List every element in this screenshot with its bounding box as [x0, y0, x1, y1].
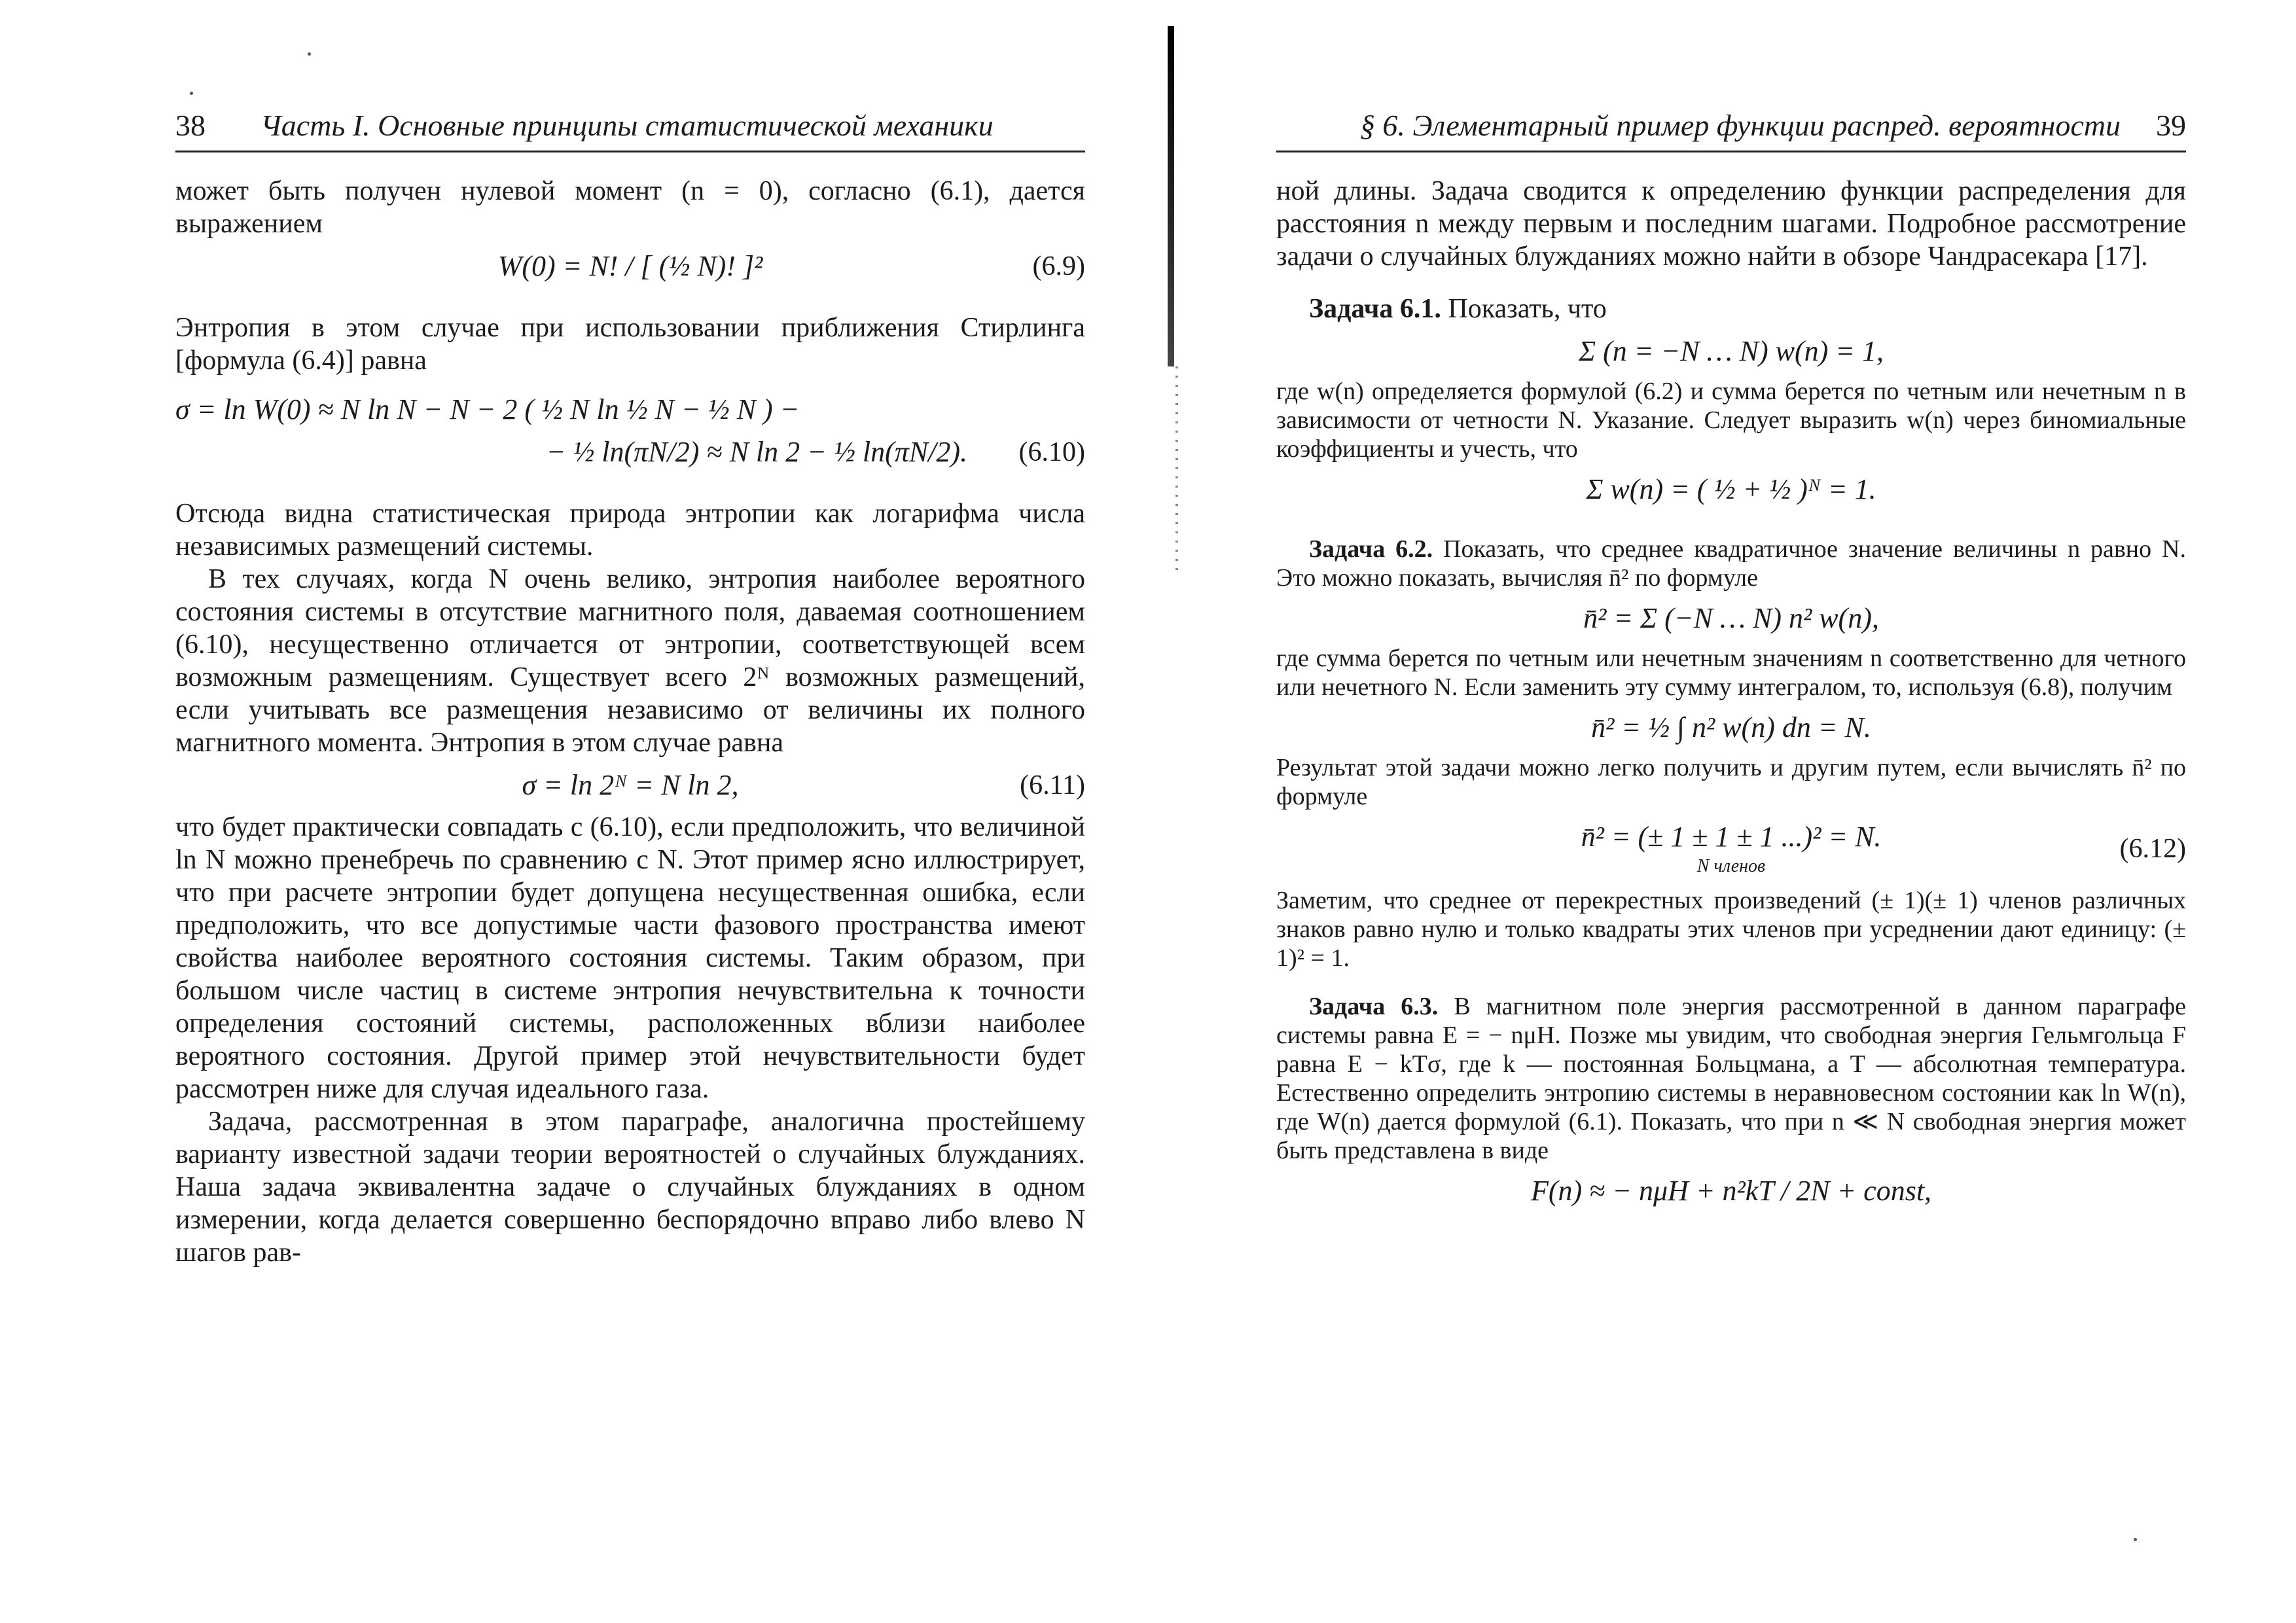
equation-mean-2-expr: n̄² = ½ ∫ n² w(n) dn = N.: [1591, 711, 1871, 743]
left-running-head: Часть I. Основные принципы статистической механики: [260, 109, 994, 142]
left-header: [175, 98, 1085, 152]
speck: [2134, 1538, 2137, 1541]
right-paragraph-2: где w(n) определяется формулой (6.2) и сумма берется по четным или нечетным n в зависимости от четности N. Указание. Следует выразить w(n) через биномиальные коэффициенты и учесть, что: [1276, 378, 2186, 463]
equation-6-9: [175, 249, 1085, 283]
equation-sum-2-expr: Σ w(n) = ( ½ + ½ )ᴺ = 1.: [1586, 473, 1876, 505]
left-paragraph-1: может быть получен нулевой момент (n = 0), согласно (6.1), дается выражением: [175, 176, 1085, 239]
equation-6-10-line2-expr: − ½ ln(πN/2) ≈ N ln 2 − ½ ln(πN/2).: [546, 436, 967, 468]
left-paragraph-2: Энтропия в этом случае при использовании приближения Стирлинга [формула (6.4)] равна: [175, 313, 1085, 376]
equation-mean-1: [1276, 601, 2186, 635]
task-6-2-text: Показать, что среднее квадратичное значение величины n равно N. Это можно показать, вычисляя n̄² по формуле: [1276, 535, 2186, 592]
task-6-1: [1276, 293, 2186, 325]
equation-mean-1-expr: n̄² = Σ (−N … N) n² w(n),: [1583, 602, 1879, 634]
equation-6-10-label: (6.10): [1018, 437, 1085, 467]
equation-6-9-expr: W(0) = N! / [ (½ N)! ]²: [497, 250, 763, 282]
equation-6-12: [1276, 820, 2186, 877]
task-6-2-title: Задача 6.2.: [1309, 535, 1433, 563]
equation-6-11-label: (6.11): [1020, 770, 1085, 800]
binding-dots: [1175, 366, 1178, 576]
task-6-1-text: Показать, что: [1448, 294, 1607, 324]
left-page-number: 38: [175, 109, 206, 142]
task-6-3: [1276, 992, 2186, 1165]
equation-6-10-line1: [175, 393, 1085, 426]
task-6-1-title: Задача 6.1.: [1309, 294, 1441, 324]
binding-shadow: [1168, 26, 1174, 366]
left-paragraph-6: Задача, рассмотренная в этом параграфе, аналогична простейшему варианту известной задачи теории вероятностей о случайных блужданиях. Наша задача эквивалентна задаче о случайных блужданиях в одном измерении, когда делается совершенно беспорядочно вправо либо влево N шагов рав-: [175, 1107, 1085, 1268]
equation-sum-2: [1276, 473, 2186, 506]
equation-sum-1: [1276, 334, 2186, 368]
task-6-2: [1276, 535, 2186, 592]
left-page: [175, 98, 1085, 1269]
right-running-head: § 6. Элементарный пример функции распред. вероятности: [1359, 109, 2121, 142]
equation-free-energy-expr: F(n) ≈ − nμH + n²kT / 2N + const,: [1530, 1175, 1932, 1207]
right-paragraph-4: Результат этой задачи можно легко получить и другим путем, если вычислять n̄² по формуле: [1276, 754, 2186, 810]
equation-6-10-line2: [175, 435, 1085, 469]
equation-6-12-underbrace: N членов: [1696, 856, 1766, 876]
left-paragraph-5: что будет практически совпадать с (6.10), если предположить, что величиной ln N можно пренебречь по сравнению с N. Этот пример ясно иллюстрирует, что при расчете энтропии будет допущена несущественная ошибка, если предположить, что все допустимые части фазового пространства имеют свойства наиболее вероятного состояния системы. Таким образом, при большом числе частиц в системе энтропия нечувствительна к точности определения состояний системы, расположенных вблизи наиболее вероятного состояния. Другой пример этой нечувствительности будет рассмотрен ниже для случая идеального газа.: [175, 812, 1085, 1104]
equation-6-9-label: (6.9): [1032, 251, 1085, 281]
left-paragraph-3: Отсюда видна статистическая природа энтропии как логарифма числа независимых размещений системы.: [175, 499, 1085, 562]
speck: [190, 92, 193, 95]
equation-sum-1-expr: Σ (n = −N … N) w(n) = 1,: [1579, 335, 1884, 367]
right-paragraph-5: Заметим, что среднее от перекрестных произведений (± 1)(± 1) членов различных знаков равно нулю и только квадраты этих членов при усреднении дают единицу: (± 1)² = 1.: [1276, 887, 2186, 972]
equation-6-11: [175, 768, 1085, 802]
left-paragraph-4: В тех случаях, когда N очень велико, энтропия наиболее вероятного состояния системы в отсутствие магнитного поля, даваемая соотношением (6.10), несущественно отличается от энтропии, соответствующей всем возможным размещениям. Существует всего 2ᴺ возможных размещений, если учитывать все размещения независимо от величины их полного магнитного момента. Энтропия в этом случае равна: [175, 564, 1085, 758]
equation-mean-2: [1276, 711, 2186, 744]
equation-6-11-expr: σ = ln 2ᴺ = N ln 2,: [522, 769, 739, 801]
equation-6-12-expr: n̄² = (± 1 ± 1 ± 1 ...)² = N.: [1581, 821, 1882, 853]
equation-6-10-line1-expr: σ = ln W(0) ≈ N ln N − N − 2 ( ½ N ln ½ N − ½ N ) −: [175, 393, 800, 425]
right-page: [1276, 98, 2186, 1217]
task-6-3-title: Задача 6.3.: [1309, 993, 1439, 1020]
equation-free-energy: [1276, 1174, 2186, 1207]
equation-6-12-label: (6.12): [2119, 833, 2186, 864]
right-header: [1276, 98, 2186, 152]
speck: [308, 52, 311, 56]
right-page-number: 39: [2156, 109, 2186, 142]
right-paragraph-1: ной длины. Задача сводится к определению функции распределения для расстояния n между первым и последним шагами. Подробное рассмотрение задачи о случайных блужданиях можно найти в обзоре Чандрасекара [17].: [1276, 176, 2186, 272]
right-paragraph-3: где сумма берется по четным или нечетным значениям n соответственно для четного или нечетного N. Если заменить эту сумму интегралом, то, используя (6.8), получим: [1276, 645, 2186, 701]
task-6-3-text: В магнитном поле энергия рассмотренной в данном параграфе системы равна E = − nμH. Позже мы увидим, что свободная энергия Гельмгольца F равна E − kTσ, где k — постоянная Больцмана, а T — абсолютная температура. Естественно определить энтропию системы в неравновесном состоянии как ln W(n), где W(n) дается формулой (6.1). Показать, что при n ≪ N свободная энергия может быть представлена в виде: [1276, 993, 2186, 1164]
